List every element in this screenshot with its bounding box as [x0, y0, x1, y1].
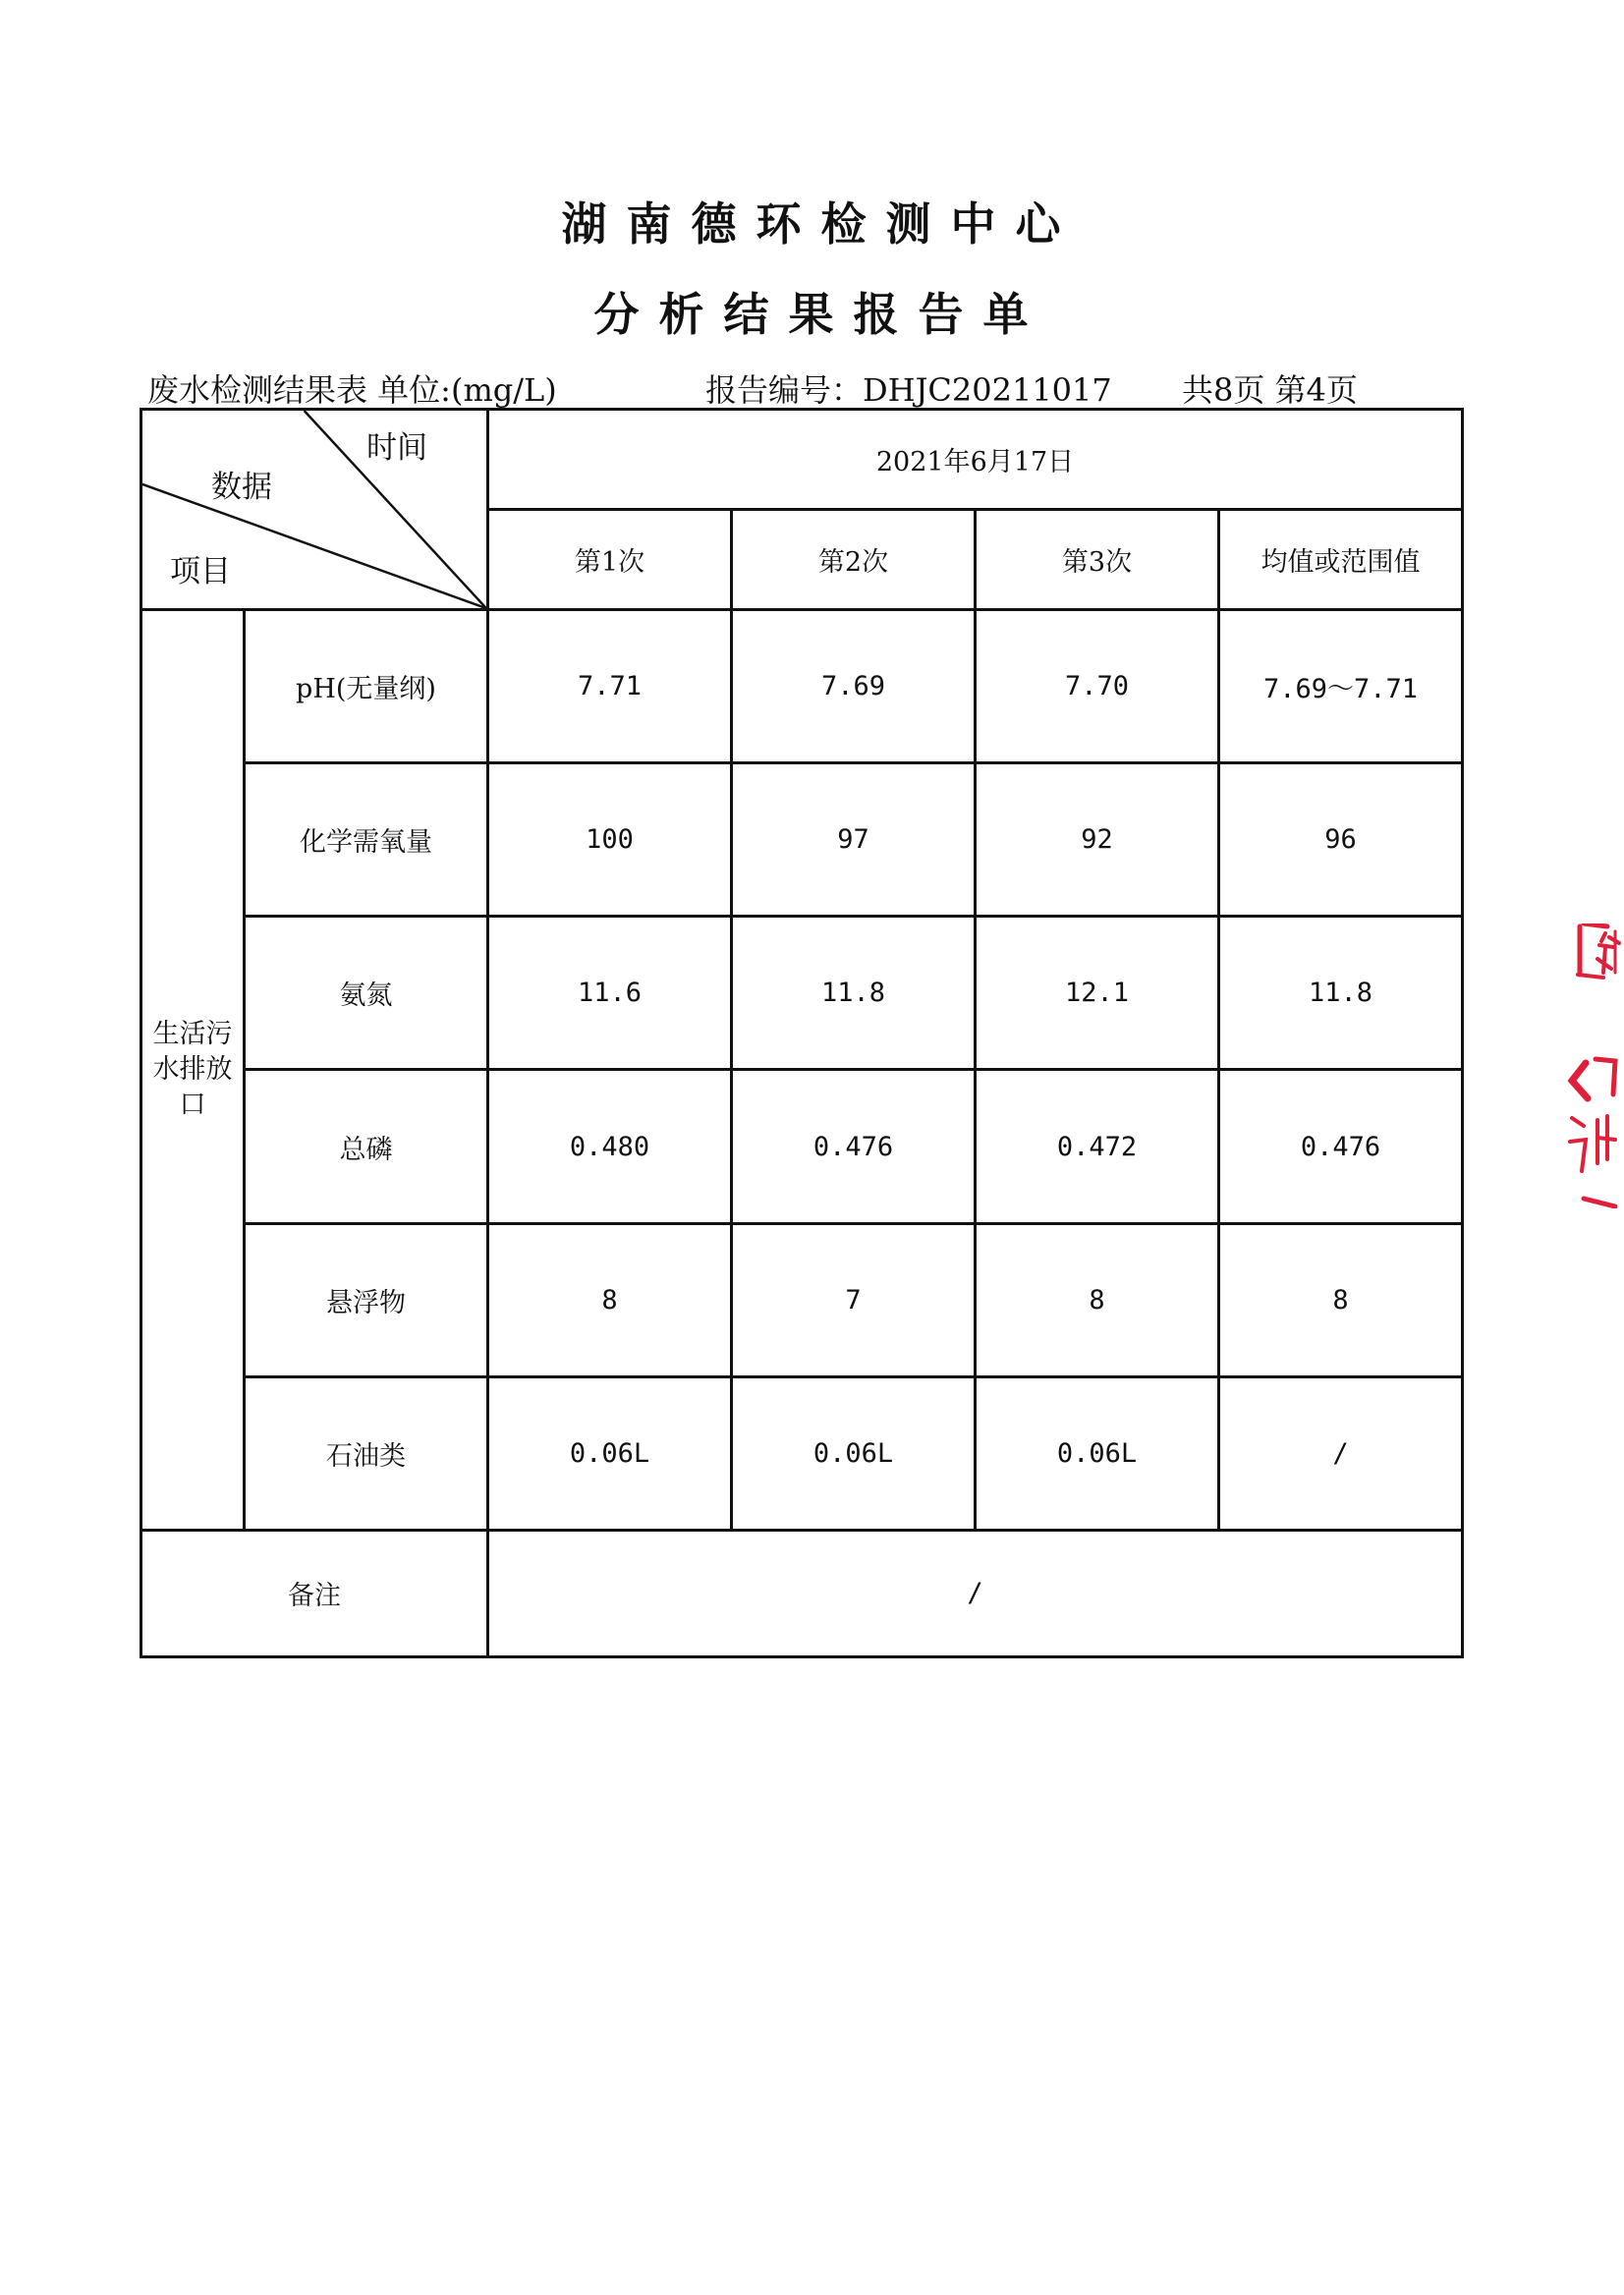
- value-cell: 8: [1219, 1223, 1463, 1376]
- results-table: [140, 408, 1464, 1658]
- value-cell: 0.472: [976, 1070, 1219, 1223]
- diag-label-item: 项目: [170, 554, 231, 589]
- table-row: [141, 610, 1463, 763]
- value-cell: 0.476: [1219, 1070, 1463, 1223]
- value-cell: 7.69～7.71: [1219, 610, 1463, 763]
- remark-row: [141, 1530, 1463, 1656]
- sampling-location-text: 生活污水排放口: [152, 1018, 233, 1120]
- table-row: [141, 917, 1463, 1070]
- value-cell: 8: [976, 1223, 1219, 1376]
- report-title: 湖 南 德 环 检 测 中 心: [561, 197, 1063, 251]
- value-cell: 12.1: [976, 917, 1219, 1070]
- column-header: 第2次: [732, 510, 976, 610]
- report-subtitle: 分 析 结 果 报 告 单: [593, 288, 1031, 341]
- value-cell: 11.6: [488, 917, 732, 1070]
- item-name: 石油类: [245, 1376, 488, 1530]
- item-name: 总磷: [245, 1070, 488, 1223]
- value-cell: 7.70: [976, 610, 1219, 763]
- value-cell: 11.8: [732, 917, 976, 1070]
- page-count: 共8页 第4页: [1182, 371, 1358, 409]
- value-cell: 0.476: [732, 1070, 976, 1223]
- value-cell: 97: [732, 763, 976, 917]
- value-cell: 92: [976, 763, 1219, 917]
- value-cell: 11.8: [1219, 917, 1463, 1070]
- column-header: 第3次: [976, 510, 1219, 610]
- value-cell: 96: [1219, 763, 1463, 917]
- value-cell: 7.71: [488, 610, 732, 763]
- table-row: [141, 1376, 1463, 1530]
- diagonal-header-cell: [141, 410, 488, 610]
- table-name-unit: 废水检测结果表 单位:(mg/L): [147, 371, 557, 409]
- date-header: 2021年6月17日: [488, 410, 1463, 510]
- item-name: pH(无量纲): [245, 610, 488, 763]
- table-row: [141, 763, 1463, 917]
- column-header: 第1次: [488, 510, 732, 610]
- diag-label-time: 时间: [366, 430, 427, 466]
- column-header: 均值或范围值: [1219, 510, 1463, 610]
- value-cell: 0.06L: [732, 1376, 976, 1530]
- sampling-location: [141, 610, 245, 1531]
- diag-label-data: 数据: [211, 470, 272, 505]
- value-cell: 7: [732, 1223, 976, 1376]
- remark-label: 备注: [141, 1530, 488, 1656]
- table-row: [141, 1223, 1463, 1376]
- value-cell: 100: [488, 763, 732, 917]
- value-cell: 0.06L: [488, 1376, 732, 1530]
- remark-value: /: [488, 1530, 1463, 1656]
- value-cell: 0.06L: [976, 1376, 1219, 1530]
- item-name: 悬浮物: [245, 1223, 488, 1376]
- item-name: 氨氮: [245, 917, 488, 1070]
- value-cell: 0.480: [488, 1070, 732, 1223]
- table-row: [141, 1070, 1463, 1223]
- value-cell: /: [1219, 1376, 1463, 1530]
- item-name: 化学需氧量: [245, 763, 488, 917]
- value-cell: 7.69: [732, 610, 976, 763]
- report-number: 报告编号：DHJC20211017: [705, 371, 1112, 409]
- value-cell: 8: [488, 1223, 732, 1376]
- red-seal-stamp-fragment: [1564, 924, 1624, 1208]
